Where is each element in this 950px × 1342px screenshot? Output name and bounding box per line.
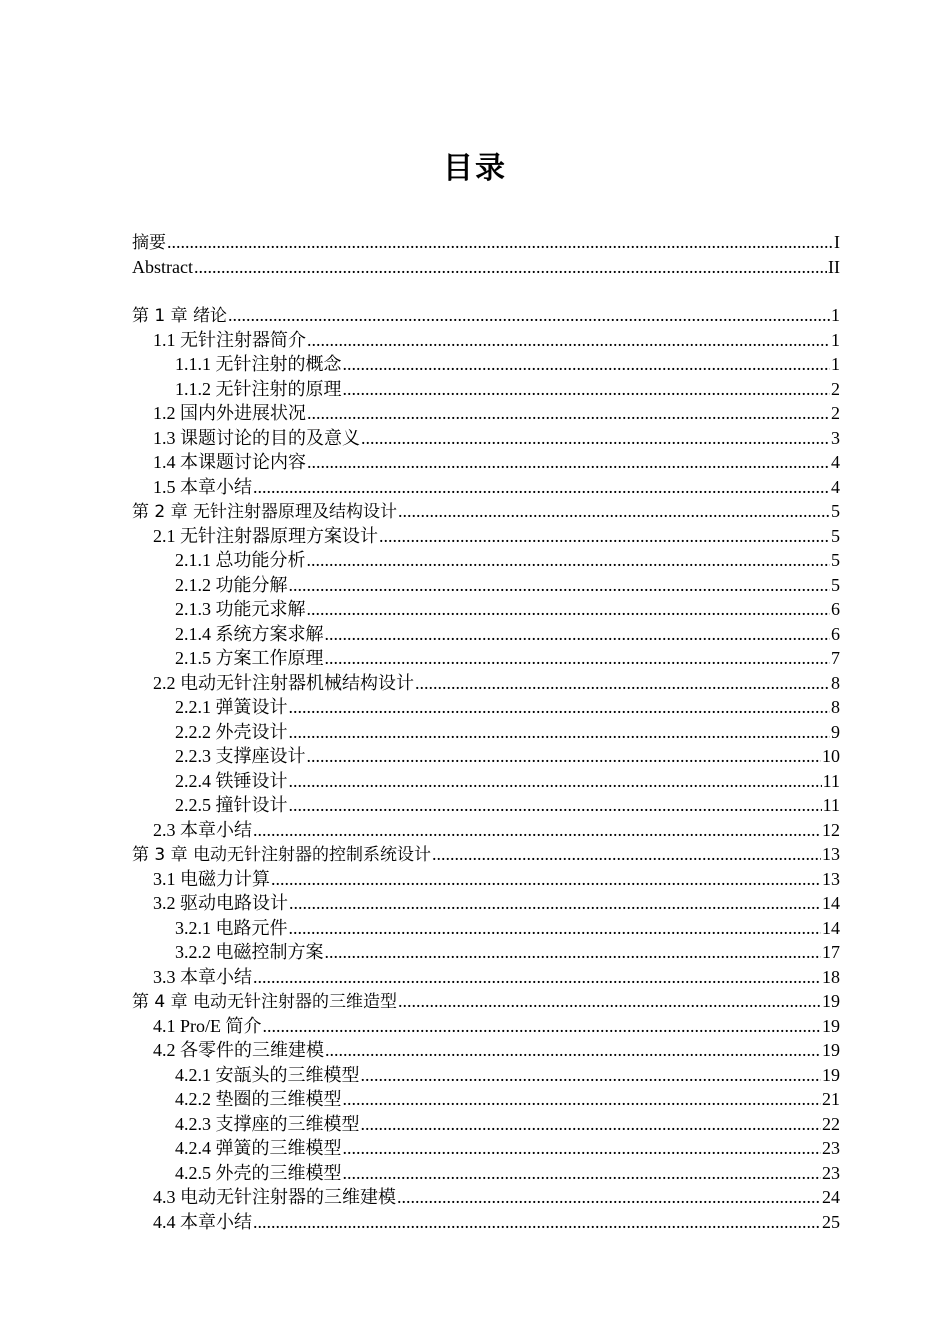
toc-entry[interactable]: [132, 1112, 840, 1137]
toc-entry-page: 2: [831, 378, 840, 399]
toc-leader-dots: [307, 450, 830, 475]
toc-entry-label: 第 2 章 无针注射器原理及结构设计: [132, 502, 398, 522]
toc-entry[interactable]: [132, 818, 840, 843]
toc-entry-page: 13: [822, 868, 840, 889]
toc-entry[interactable]: [132, 744, 840, 769]
toc-entry[interactable]: [132, 1136, 840, 1161]
toc-entry-page: 19: [822, 1040, 840, 1060]
toc-leader-dots: [289, 916, 822, 941]
toc-leader-dots: [415, 671, 830, 696]
toc-leader-dots: [325, 622, 831, 647]
toc-entry-page: 24: [822, 1187, 840, 1207]
toc-entry-label: 2.1.3 功能元求解: [175, 599, 306, 619]
toc-entry-label: 4.2.1 安瓿头的三维模型: [175, 1064, 360, 1085]
toc-entry-page: 7: [831, 648, 840, 668]
toc-entry-page: 25: [822, 1211, 840, 1232]
toc-entry-label: 1.1.1 无针注射的概念: [175, 354, 342, 374]
toc-entry-page: 6: [831, 623, 840, 644]
toc-leader-dots: [271, 867, 821, 892]
toc-entry-label: 3.1 电磁力计算: [153, 868, 270, 889]
toc-entry[interactable]: [132, 622, 840, 647]
toc-entry-label: 4.3 电动无针注射器的三维建模: [153, 1187, 396, 1207]
toc-entry-label: 第 1 章 绪论: [132, 306, 228, 326]
toc-entry-page: 1: [831, 329, 840, 350]
toc-entry[interactable]: [132, 328, 840, 353]
toc-entry-label: 4.4 本章小结: [153, 1211, 252, 1232]
toc-leader-dots: [253, 475, 830, 500]
toc-entry-label: 4.2.2 垫圈的三维模型: [175, 1089, 342, 1109]
toc-entry-page: 1: [831, 305, 840, 325]
toc-entry[interactable]: [132, 965, 840, 990]
toc-entry[interactable]: [132, 720, 840, 745]
toc-entry-page: 9: [831, 721, 840, 742]
toc-entry[interactable]: [132, 769, 840, 794]
toc-entry-page: 18: [822, 966, 840, 987]
toc-entry[interactable]: [132, 646, 840, 671]
toc-entry-page: 14: [822, 893, 840, 913]
toc-entry-label: 1.3 课题讨论的目的及意义: [153, 427, 360, 448]
toc-entry-label: 4.2.3 支撑座的三维模型: [175, 1113, 360, 1134]
toc-leader-dots: [432, 842, 821, 867]
toc-leader-dots: [307, 401, 830, 426]
toc-entry-page: 21: [822, 1089, 840, 1109]
toc-entry-label: 2.2.1 弹簧设计: [175, 697, 288, 717]
toc-leader-dots: [307, 328, 830, 353]
toc-entry-page: 1: [831, 354, 840, 374]
toc-entry-label: 2.1 无针注射器原理方案设计: [153, 525, 378, 546]
toc-entry[interactable]: [132, 1038, 840, 1063]
toc-entry-page: 5: [831, 525, 840, 546]
toc-entry[interactable]: [132, 695, 840, 720]
toc-entry[interactable]: [132, 940, 840, 965]
toc-leader-dots: [361, 1063, 822, 1088]
toc-entry-label: 摘要: [132, 233, 166, 253]
toc-entry-label: 2.1.2 功能分解: [175, 574, 288, 595]
toc-entry-label: 3.2 驱动电路设计: [153, 893, 288, 913]
toc-leader-dots: [289, 891, 821, 916]
toc-entry[interactable]: [132, 548, 840, 573]
toc-leader-dots: [307, 744, 822, 769]
toc-entry-label: 3.2.1 电路元件: [175, 917, 288, 938]
toc-entry-page: 12: [822, 819, 840, 840]
table-of-contents: [132, 230, 840, 1234]
toc-leader-dots: [289, 720, 831, 745]
toc-entry-label: 4.2.5 外壳的三维模型: [175, 1162, 342, 1183]
toc-entry-label: 第 4 章 电动无针注射器的三维造型: [132, 992, 398, 1012]
toc-entry[interactable]: [132, 916, 840, 941]
toc-entry[interactable]: [132, 1185, 840, 1210]
toc-entry-label: 2.1.1 总功能分析: [175, 550, 306, 570]
toc-entry[interactable]: [132, 1063, 840, 1088]
toc-leader-dots: [325, 1038, 821, 1063]
toc-entry-label: 2.1.4 系统方案求解: [175, 623, 324, 644]
toc-entry-label: 3.3 本章小结: [153, 966, 252, 987]
toc-entry[interactable]: [132, 573, 840, 598]
toc-leader-dots: [228, 303, 830, 328]
toc-entry-label: 2.1.5 方案工作原理: [175, 648, 324, 668]
toc-entry-page: 10: [822, 746, 840, 766]
toc-entry[interactable]: [132, 303, 840, 328]
toc-entry-label: 1.5 本章小结: [153, 476, 252, 497]
toc-leader-dots: [343, 352, 831, 377]
toc-entry-page: 19: [822, 991, 840, 1011]
toc-entry[interactable]: [132, 377, 840, 402]
toc-entry-page: 14: [822, 917, 840, 938]
toc-entry[interactable]: [132, 597, 840, 622]
toc-entry-page: 13: [822, 844, 840, 864]
toc-entry-label: 2.3 本章小结: [153, 819, 252, 840]
toc-entry[interactable]: [132, 255, 840, 280]
toc-leader-dots: [289, 573, 831, 598]
toc-entry-page: 5: [831, 501, 840, 521]
toc-leader-dots: [343, 1087, 822, 1112]
toc-entry-label: 1.4 本课题讨论内容: [153, 452, 306, 472]
toc-entry[interactable]: [132, 450, 840, 475]
toc-entry[interactable]: [132, 1210, 840, 1235]
toc-leader-dots: [263, 1014, 821, 1039]
toc-entry[interactable]: [132, 891, 840, 916]
toc-entry-label: 4.2 各零件的三维建模: [153, 1040, 324, 1060]
toc-entry-page: 2: [831, 403, 840, 423]
toc-entry-label: 1.2 国内外进展状况: [153, 403, 306, 423]
toc-entry-label: 3.2.2 电磁控制方案: [175, 942, 324, 962]
toc-entry-page: 4: [831, 452, 840, 472]
toc-entry-label: 2.2.2 外壳设计: [175, 721, 288, 742]
toc-entry-page: 8: [831, 697, 840, 717]
toc-leader-dots: [398, 499, 830, 524]
toc-entry[interactable]: [132, 1161, 840, 1186]
toc-leader-dots: [379, 524, 830, 549]
toc-leader-dots: [289, 793, 822, 818]
toc-leader-dots: [325, 940, 822, 965]
toc-entry-page: 5: [831, 574, 840, 595]
toc-entry-label: 1.1.2 无针注射的原理: [175, 378, 342, 399]
toc-leader-dots: [343, 1136, 822, 1161]
toc-entry-page: 4: [831, 476, 840, 497]
toc-entry[interactable]: [132, 401, 840, 426]
toc-entry[interactable]: [132, 671, 840, 696]
toc-title: 目录: [443, 151, 507, 186]
toc-leader-dots: [289, 695, 831, 720]
toc-entry[interactable]: [132, 475, 840, 500]
toc-leader-dots: [194, 255, 827, 280]
toc-leader-dots: [289, 769, 822, 794]
toc-entry-page: 6: [831, 599, 840, 619]
toc-leader-dots: [361, 1112, 822, 1137]
toc-leader-dots: [343, 377, 831, 402]
toc-entry-page: 19: [822, 1015, 840, 1036]
toc-entry-page: 11: [822, 795, 840, 815]
toc-entry-page: I: [834, 232, 840, 252]
toc-entry[interactable]: [132, 793, 840, 818]
toc-leader-dots: [325, 646, 831, 671]
toc-entry-label: 4.1 Pro/E 简介: [153, 1015, 262, 1036]
toc-entry-page: 8: [831, 672, 840, 693]
toc-entry[interactable]: [132, 1087, 840, 1112]
toc-entry-page: 19: [822, 1064, 840, 1085]
toc-leader-dots: [343, 1161, 822, 1186]
toc-entry[interactable]: [132, 867, 840, 892]
toc-entry-page: 11: [822, 770, 840, 791]
toc-entry-label: 第 3 章 电动无针注射器的控制系统设计: [132, 845, 432, 865]
toc-entry-label: 2.2.5 撞针设计: [175, 795, 288, 815]
toc-leader-dots: [307, 548, 831, 573]
toc-entry-label: Abstract: [132, 256, 193, 277]
toc-leader-dots: [307, 597, 831, 622]
toc-entry[interactable]: [132, 499, 840, 524]
toc-entry[interactable]: [132, 524, 840, 549]
toc-entry[interactable]: [132, 842, 840, 867]
toc-entry-page: 23: [822, 1162, 840, 1183]
toc-entry-label: 2.2 电动无针注射器机械结构设计: [153, 672, 414, 693]
toc-leader-dots: [253, 1210, 821, 1235]
toc-entry-page: 23: [822, 1138, 840, 1158]
toc-entry-label: 4.2.4 弹簧的三维模型: [175, 1138, 342, 1158]
toc-leader-dots: [253, 965, 821, 990]
toc-leader-dots: [398, 989, 821, 1014]
toc-entry-page: 3: [831, 427, 840, 448]
toc-leader-dots: [361, 426, 830, 451]
toc-entry-page: 22: [822, 1113, 840, 1134]
toc-entry-page: 5: [831, 550, 840, 570]
toc-entry-label: 2.2.4 铁锤设计: [175, 770, 288, 791]
toc-entry-page: II: [828, 256, 840, 277]
toc-entry[interactable]: [132, 1014, 840, 1039]
toc-entry[interactable]: [132, 230, 840, 255]
toc-entry-label: 2.2.3 支撑座设计: [175, 746, 306, 766]
toc-entry[interactable]: [132, 426, 840, 451]
toc-entry-label: 1.1 无针注射器简介: [153, 329, 306, 350]
toc-leader-dots: [167, 230, 833, 255]
toc-leader-dots: [253, 818, 821, 843]
toc-leader-dots: [397, 1185, 821, 1210]
toc-entry[interactable]: [132, 989, 840, 1014]
toc-entry-page: 17: [822, 942, 840, 962]
toc-entry[interactable]: [132, 352, 840, 377]
